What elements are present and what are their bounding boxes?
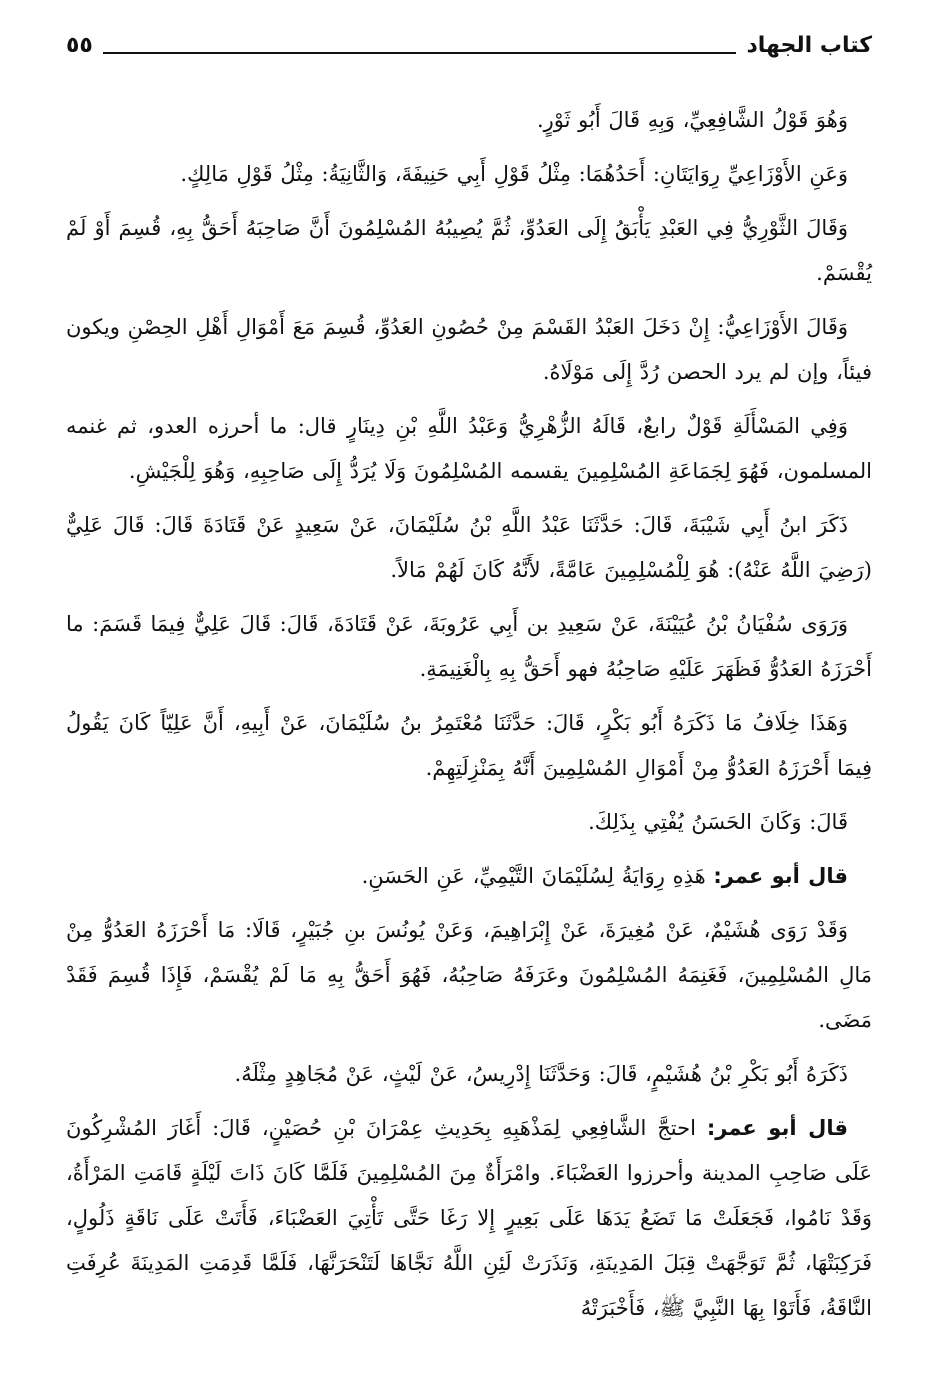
paragraph-text: وَرَوَى سُفْيَانُ بْنُ عُيَيْنَةَ، عَنْ سَعِيدِ بن أَبِي عَرُوبَةَ، عَنْ قَتَادَةَ، قَالَ: قَالَ عَلِيٌّ فِيمَا قَسَمَ: ما أَحْرَزَهُ العَدُوُّ فَظَهَرَ عَلَيْهِ صَاحِبُهُ فهو أَحَقُّ بِهِ بِالْغَنِيمَةِ.	[66, 612, 872, 681]
paragraph-text: وَهَذَا خِلَافُ مَا ذَكَرَهُ أَبُو بَكْرٍ، قَالَ: حَدَّثَنَا مُعْتَمِرُ بنُ سُلَيْمَانَ، عَنْ أَبِيهِ، أَنَّ عَلِيّاً كَانَ يَقُولُ فِيمَا أَحْرَزَهُ العَدُوُّ مِنْ أَمْوَالِ المُسْلِمِينَ أَنَّهُ بِمَنْزِلَتِهِمْ.	[66, 711, 872, 780]
paragraph-text: وَهُوَ قَوْلُ الشَّافِعِيِّ، وَبِهِ قَالَ أَبُو ثَوْرٍ.	[536, 108, 848, 132]
paragraph-text: وَقَالَ الثَّوْرِيُّ فِي العَبْدِ يَأْبَقُ إِلَى العَدُوِّ، ثُمَّ يُصِيبُهُ المُسْلِمُونَ أَنَّ صَاحِبَهُ أَحَقُّ بِهِ، قُسِمَ أَوْ لَمْ يُقْسَمْ.	[66, 216, 872, 285]
paragraph	[66, 305, 872, 395]
body-text	[66, 98, 872, 1331]
paragraph-text: ذَكَرَ ابنُ أَبِي شَيْبَةَ، قَالَ: حَدَّثَنَا عَبْدُ اللَّهِ بْنُ سُلَيْمَانَ، عَنْ سَعِيدٍ عَنْ قَتَادَةَ قَالَ: قَالَ عَلِيٌّ (رَضِيَ اللَّهُ عَنْهُ): هُوَ لِلْمُسْلِمِينَ عَامَّةً، لأَنَّهُ كَانَ لَهُمْ مَالاً.	[66, 513, 872, 582]
paragraph-text: ذَكَرَهُ أَبُو بَكْرِ بْنُ هُشَيْمٍ، قَالَ: وَحَدَّثَنَا إِدْرِيسُ، عَنْ لَيْثٍ، عَنْ مُجَاهِدٍ مِثْلَهُ.	[234, 1062, 848, 1086]
paragraph-text: وَعَنِ الأَوْزَاعِيِّ رِوَايَتَانِ: أَحَدُهُمَا: مِثْلُ قَوْلِ أَبِي حَنِيفَةَ، وَالثَّانِيَةُ: مِثْلُ قَوْلِ مَالِكٍ.	[180, 162, 848, 186]
paragraph	[66, 1052, 872, 1097]
running-header	[66, 28, 872, 60]
speaker-lead: قال أبو عمر:	[713, 864, 848, 888]
speaker-lead: قال أبو عمر:	[706, 1116, 848, 1140]
book-page	[66, 28, 872, 1340]
paragraph	[66, 206, 872, 296]
paragraph	[66, 908, 872, 1043]
paragraph	[66, 1106, 872, 1331]
page-number: ٥٥	[66, 33, 93, 58]
paragraph	[66, 701, 872, 791]
paragraph	[66, 800, 872, 845]
paragraph-text: هَذِهِ رِوَايَةُ لِسُلَيْمَانَ التَّيْمِيِّ، عَنِ الحَسَنِ.	[361, 864, 714, 888]
running-title: كتاب الجهاد	[746, 33, 872, 58]
header-rule	[103, 52, 737, 54]
paragraph-text: قَالَ: وَكَانَ الحَسَنُ يُفْتِي بِذَلِكَ.	[588, 810, 848, 834]
paragraph	[66, 602, 872, 692]
paragraph	[66, 854, 872, 899]
paragraph-text: وَقَدْ رَوَى هُشَيْمٌ، عَنْ مُغِيرَةَ، عَنْ إِبْرَاهِيمَ، وَعَنْ يُونُسَ بنِ جُبَيْرٍ، قَالَا: مَا أَحْرَزَهُ العَدُوُّ مِنْ مَالِ المُسْلِمِينَ، فَغَنِمَهُ المُسْلِمُونَ وعَرَفَهُ صَاحِبُهُ، فَهُوَ أَحَقُّ بِهِ مَا لَمْ يُقْسَمْ، فَإِذَا قُسِمَ فَقَدْ مَضَى.	[66, 918, 872, 1032]
paragraph-text: احتجَّ الشَّافِعِي لِمَذْهَبِهِ بِحَدِيثِ عِمْرَانَ بْنِ حُصَيْنٍ، قَالَ: أَغَارَ المُشْرِكُونَ عَلَى صَاحِبِ المدينة وأحرزوا العَضْبَاءَ. وامْرَأَةٌ مِنَ المُسْلِمِينَ فَلَمَّا كَانَ ذَاتَ لَيْلَةٍ قَامَتِ المَرْأَةُ، وَقَدْ نَامُوا، فَجَعَلَتْ مَا تَضَعُ يَدَهَا عَلَى بَعِيرٍ إِلا رَغَا حَتَّى تَأْتِيَ العَضْبَاءَ، فَأَتَتْ عَلَى نَاقَةٍ ذَلُولٍ، فَرَكِبَتْهَا، ثُمَّ تَوَجَّهَتْ قِبَلَ المَدِينَةِ، وَنَذَرَتْ لَئِنِ اللَّهُ نَجَّاهَا لَتَنْحَرَنَّهَا، فَلَمَّا قَدِمَتِ المَدِينَةَ عُرِفَتِ النَّاقَةُ، فَأَتَوْا بِهَا النَّبِيَّ ﷺ، فَأَخْبَرَتْهُ	[66, 1116, 872, 1320]
paragraph	[66, 503, 872, 593]
paragraph-text: وَفِي المَسْأَلَةِ قَوْلٌ رابعٌ، قَالَهُ الزُّهْرِيُّ وَعَبْدُ اللَّهِ بْنِ دِينَارٍ قال: ما أحرزه العدو، ثم غنمه المسلمون، فَهُوَ لِجَمَاعَةِ المُسْلِمِينَ يقسمه المُسْلِمُونَ وَلَا يُرَدُّ إِلَى صَاحِبِهِ، وَهُوَ لِلْجَيْشِ.	[66, 414, 872, 483]
paragraph-text: وَقَالَ الأَوْزَاعِيُّ: إِنْ دَخَلَ العَبْدُ القَسْمَ مِنْ حُصُونِ العَدُوِّ، قُسِمَ مَعَ أَمْوَالِ أَهْلِ الحِصْنِ ويكون فيئاً، وإن لم يرد الحصن رُدَّ إِلَى مَوْلَاهُ.	[66, 315, 872, 384]
paragraph	[66, 152, 872, 197]
paragraph	[66, 98, 872, 143]
paragraph	[66, 404, 872, 494]
